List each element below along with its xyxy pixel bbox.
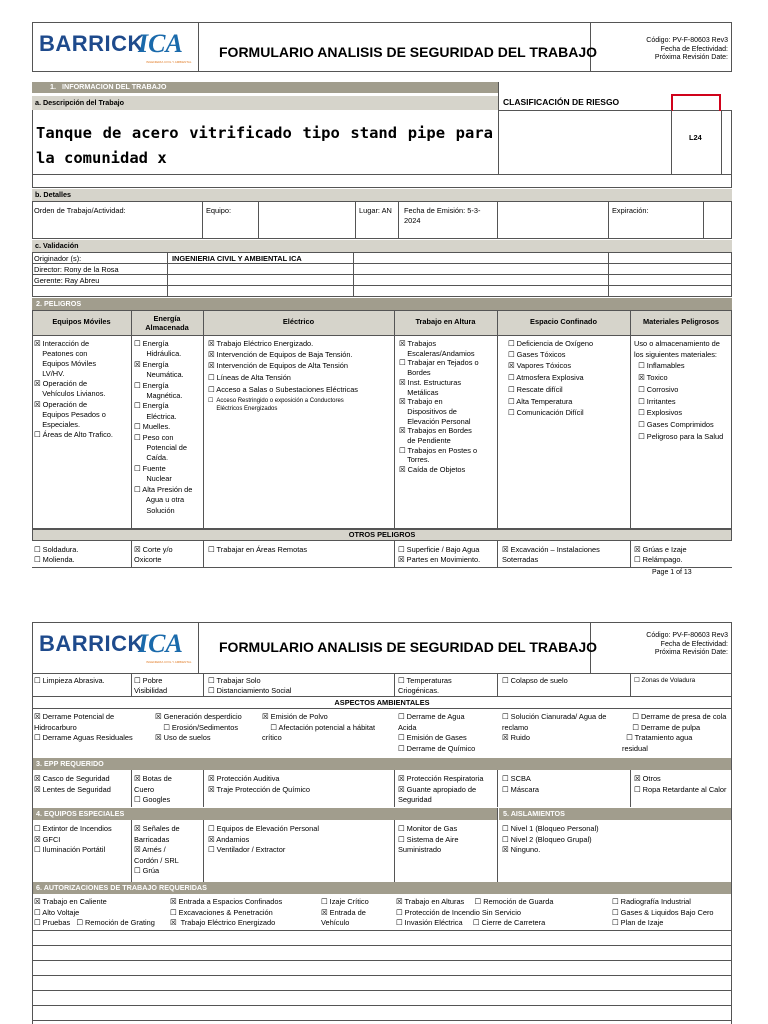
otros-col3: ☐ Trabajar Solo ☐ Distanciamiento Social [208,676,292,695]
originator-field: Originador (s): [34,254,82,263]
spacer-row [32,175,732,188]
job-description: Tanque de acero vitrificado tipo stand pipe para la comunidad x [36,124,493,167]
form-title: FORMULARIO ANALISIS DE SEGURIDAD DEL TRABAJO [219,44,598,60]
otros-col2: ☒ Corte y/o Oxicorte [134,545,173,564]
equipos-col4: ☐ Monitor de Gas ☐ Sistema de Aire Suministrado [398,824,459,854]
equipos-col3: ☐ Equipos de Elevación Personal ☒ Andamios ☐ Ventilador / Extractor [208,824,319,854]
epp-col4: ☒ Protección Respiratoria ☒ Guante apropiado de Seguridad [398,774,484,804]
page2-frame [32,674,732,1024]
description-label: a. Descripción del Trabajo [32,96,498,110]
ica-logo-subtitle: INGENIERIA CIVIL Y AMBIENTAL [146,660,192,664]
aspectos-col5: ☐ Solución Cianurada/ Agua de reclamo ☒ Ruido [502,712,607,742]
aspectos-col3: ☒ Emisión de Polvo ☐ Afectación potencial a hábitat crítico [262,712,376,742]
header-confinado: Espacio Confinado [530,317,597,326]
aspectos-col2: ☒ Generación desperdicio ☐ Erosión/Sedimentos ☒ Uso de suelos [155,712,242,742]
confinado-item: ☒ Vapores Tóxicos [508,361,572,370]
auth-col4: ☒ Trabajo en Alturas ☐ Remoción de Guarda ☐ Protección de Incendio Sin Servicio ☐ Invasión Eléctrica ☐ Cierre de Carretera [396,897,554,927]
otros-col1: ☐ Soldadura. ☐ Molienda. [34,545,79,564]
materiales-item: ☐ Irritantes [634,397,676,406]
electrico-item: ☒ Trabajo Eléctrico Energizado. [208,339,314,348]
otros-col4: ☐ Temperaturas Criogénicas. [398,676,452,695]
expiration-field: Expiración: [612,206,649,215]
section-title: INFORMACION DEL TRABAJO [62,82,167,91]
form-title: FORMULARIO ANALISIS DE SEGURIDAD DEL TRABAJO [219,639,598,655]
epp-col1: ☒ Casco de Seguridad ☒ Lentes de Seguridad [34,774,111,794]
equipos-especiales-bar: 4. EQUIPOS ESPECIALES [32,808,498,820]
location-field: Lugar: AN [359,206,392,215]
otros-col2: ☐ Pobre Visibilidad [134,676,168,695]
risk-indicator-box [671,94,721,111]
document-code: Código: PV-F-80603 Rev3 Fecha de Efectividad: Próxima Revisión Date: [646,632,728,656]
electrico-item: ☐ Acceso a Salas o Subestaciones Eléctricas [208,385,358,394]
otros-col6: ☒ Grúas e Izaje ☐ Relámpago. [634,545,687,564]
confinado-item: ☐ Alta Temperatura [508,397,573,406]
aspectos-ambientales-label: ASPECTOS AMBIENTALES [334,698,430,707]
validation-label: c. Validación [32,240,732,252]
aislamientos-list: ☐ Nivel 1 (Bloqueo Personal) ☐ Nivel 2 (Bloqueo Grupal) ☒ Ninguno. [502,824,599,854]
issue-date-field: Fecha de Emisión: 5-3-2024 [404,206,481,225]
section-info-bar [32,82,498,93]
section-number: 1. [50,82,56,91]
electrico-item: ☒ Intervención de Equipos de Alta Tensión [208,361,349,370]
epp-bar: 3. EPP REQUERIDO [32,758,732,770]
page-gap [0,584,768,610]
confinado-item: ☐ Gases Tóxicos [508,350,566,359]
otros-col3: ☐ Trabajar en Áreas Remotas [208,545,308,554]
electrico-item: ☒ Intervención de Equipos de Baja Tensión. [208,350,353,359]
barrick-logo: BARRICK [39,31,144,56]
materiales-item: ☐ Peligroso para la Salud [634,432,724,441]
barrick-logo: BARRICK [39,631,144,656]
electrico-item: Eléctricos Energizados [208,406,278,412]
materiales-item: Uso o almacenamiento de [634,339,720,348]
auth-col3: ☐ Izaje Crítico ☒ Entrada de Vehículo [321,897,369,927]
electrico-item: ☐ Acceso Restringido o exposición a Conductores [208,398,344,404]
epp-col6: ☒ Otros ☐ Ropa Retardante al Calor [634,774,727,794]
equipos-moviles-list: ☒ Interacción de Peatones con Equipos Móviles LV/HV. ☒ Operación de Vehículos Livianos. ☒ Operación de Equipos Pesados o Especiales. ☐ Áreas de Alto Trafico. [34,339,113,439]
auth-col2: ☒ Entrada a Espacios Confinados ☐ Excavaciones & Penetración ☒ Trabajo Eléctrico Energizado [170,897,283,927]
aspectos-col6: ☐ Derrame de presa de cola ☐ Derrame de pulpa ☐ Tratamiento agua residual [622,712,727,753]
ica-logo: ICA [138,629,183,658]
materiales-item: los siguientes materiales: [634,350,717,359]
otros-col6: ☐ Zonas de Voladura [634,677,696,684]
epp-col5: ☐ SCBA ☐ Máscara [502,774,540,794]
otros-col5: ☐ Colapso de suelo [502,676,568,685]
materiales-item: ☐ Gases Comprimidos [634,420,714,429]
originator-company: INGENIERIA CIVIL Y AMBIENTAL ICA [172,254,302,263]
otros-col4: ☐ Superficie / Bajo Agua ☒ Partes en Movimiento. [398,545,481,564]
epp-col2: ☒ Botas de Cuero ☐ Googles [134,774,172,804]
confinado-item: ☐ Rescate difícil [508,385,563,394]
confinado-item: ☐ Deficiencia de Oxígeno [508,339,594,348]
confinado-item: ☐ Comunicación Difícil [508,408,584,417]
otros-col5: ☒ Excavación – Instalaciones Soterradas [502,545,600,564]
header-altura: Trabajo en Altura [415,317,476,326]
aislamientos-bar: 5. AISLAMIENTOS [499,808,732,820]
form-page-2 [0,612,768,1024]
ica-logo: ICA [138,29,183,58]
risk-value: L24 [689,133,702,142]
materiales-item: ☒ Toxico [634,373,668,382]
electrico-item: ☐ Líneas de Alta Tensión [208,373,291,382]
page-number: Page 1 of 13 [652,569,692,576]
risk-classification-label: CLASIFICACIÓN DE RIESGO [503,97,620,107]
confinado-item: ☐ Atmosfera Explosiva [508,373,584,382]
materiales-item: ☐ Corrosivo [634,385,679,394]
details-label: b. Detalles [32,189,732,201]
document-code: Código: PV-F-80603 Rev3 Fecha de Efectividad: Próxima Revisión Date: [646,37,728,61]
hazards-bar: 2. PELIGROS [32,298,732,310]
work-order-field: Orden de Trabajo/Actividad: [34,206,126,215]
equipos-col2: ☒ Señales de Barricadas ☒ Arnés / Cordón / SRL ☐ Grúa [134,824,180,875]
materiales-item: ☐ Explosivos [634,408,683,417]
auth-col5: ☐ Radiografía Industrial ☐ Gases & Liquidos Bajo Cero ☐ Plan de Izaje [612,897,714,927]
auth-col1: ☒ Trabajo en Caliente ☐ Alto Voltaje ☐ Pruebas ☐ Remoción de Grating [34,897,155,927]
epp-col3: ☒ Protección Auditiva ☒ Traje Protección de Químico [208,774,310,794]
altura-list: ☒ Trabajos Escaleras/Andamios ☐ Trabajar en Tejados o Bordes ☒ Inst. Estructuras Metálicas ☒ Trabajo en Dispositivos de Elevación Personal ☒ Trabajos en Bordes de Pendiente ☐ Trabajos en Postes o Torres. ☒ Caída de Objetos [399,339,479,475]
energia-list: ☐ Energía Hidráulica. ☒ Energía Neumática. ☐ Energía Magnética. ☐ Energía Eléctrica. ☐ Muelles. ☐ Peso con Potencial de Caída. ☐ Fuente Nuclear ☐ Alta Presión de Agua u otra Solución [134,339,193,515]
equipment-field: Equipo: [206,206,232,215]
header-materiales: Materiales Peligrosos [643,317,719,326]
ica-logo-subtitle: INGENIERIA CIVIL Y AMBIENTAL [146,60,192,64]
autorizaciones-bar: 6. AUTORIZACIONES DE TRABAJO REQUERIDAS [32,882,732,894]
otros-col1: ☐ Limpieza Abrasiva. [34,676,105,685]
header-electrico: Eléctrico [282,317,315,326]
aspectos-col4: ☐ Derrame de Agua Acida ☐ Emisión de Gases ☐ Derrame de Químico [398,712,476,753]
manager-field: Gerente: Ray Abreu [34,276,100,285]
equipos-col1: ☐ Extintor de Incendios ☒ GFCI ☐ Iluminación Portátil [34,824,112,854]
header-energia: Energía Almacenada [145,314,189,332]
director-field: Director: Rony de la Rosa [34,265,119,274]
materiales-item: ☐ Inflamables [634,361,685,370]
header-equipos-moviles: Equipos Móviles [52,317,111,326]
aspectos-col1: ☒ Derrame Potencial de Hidrocarburo ☐ Derrame Aguas Residuales [34,712,133,742]
otros-peligros-label: OTROS PELIGROS [348,530,416,539]
